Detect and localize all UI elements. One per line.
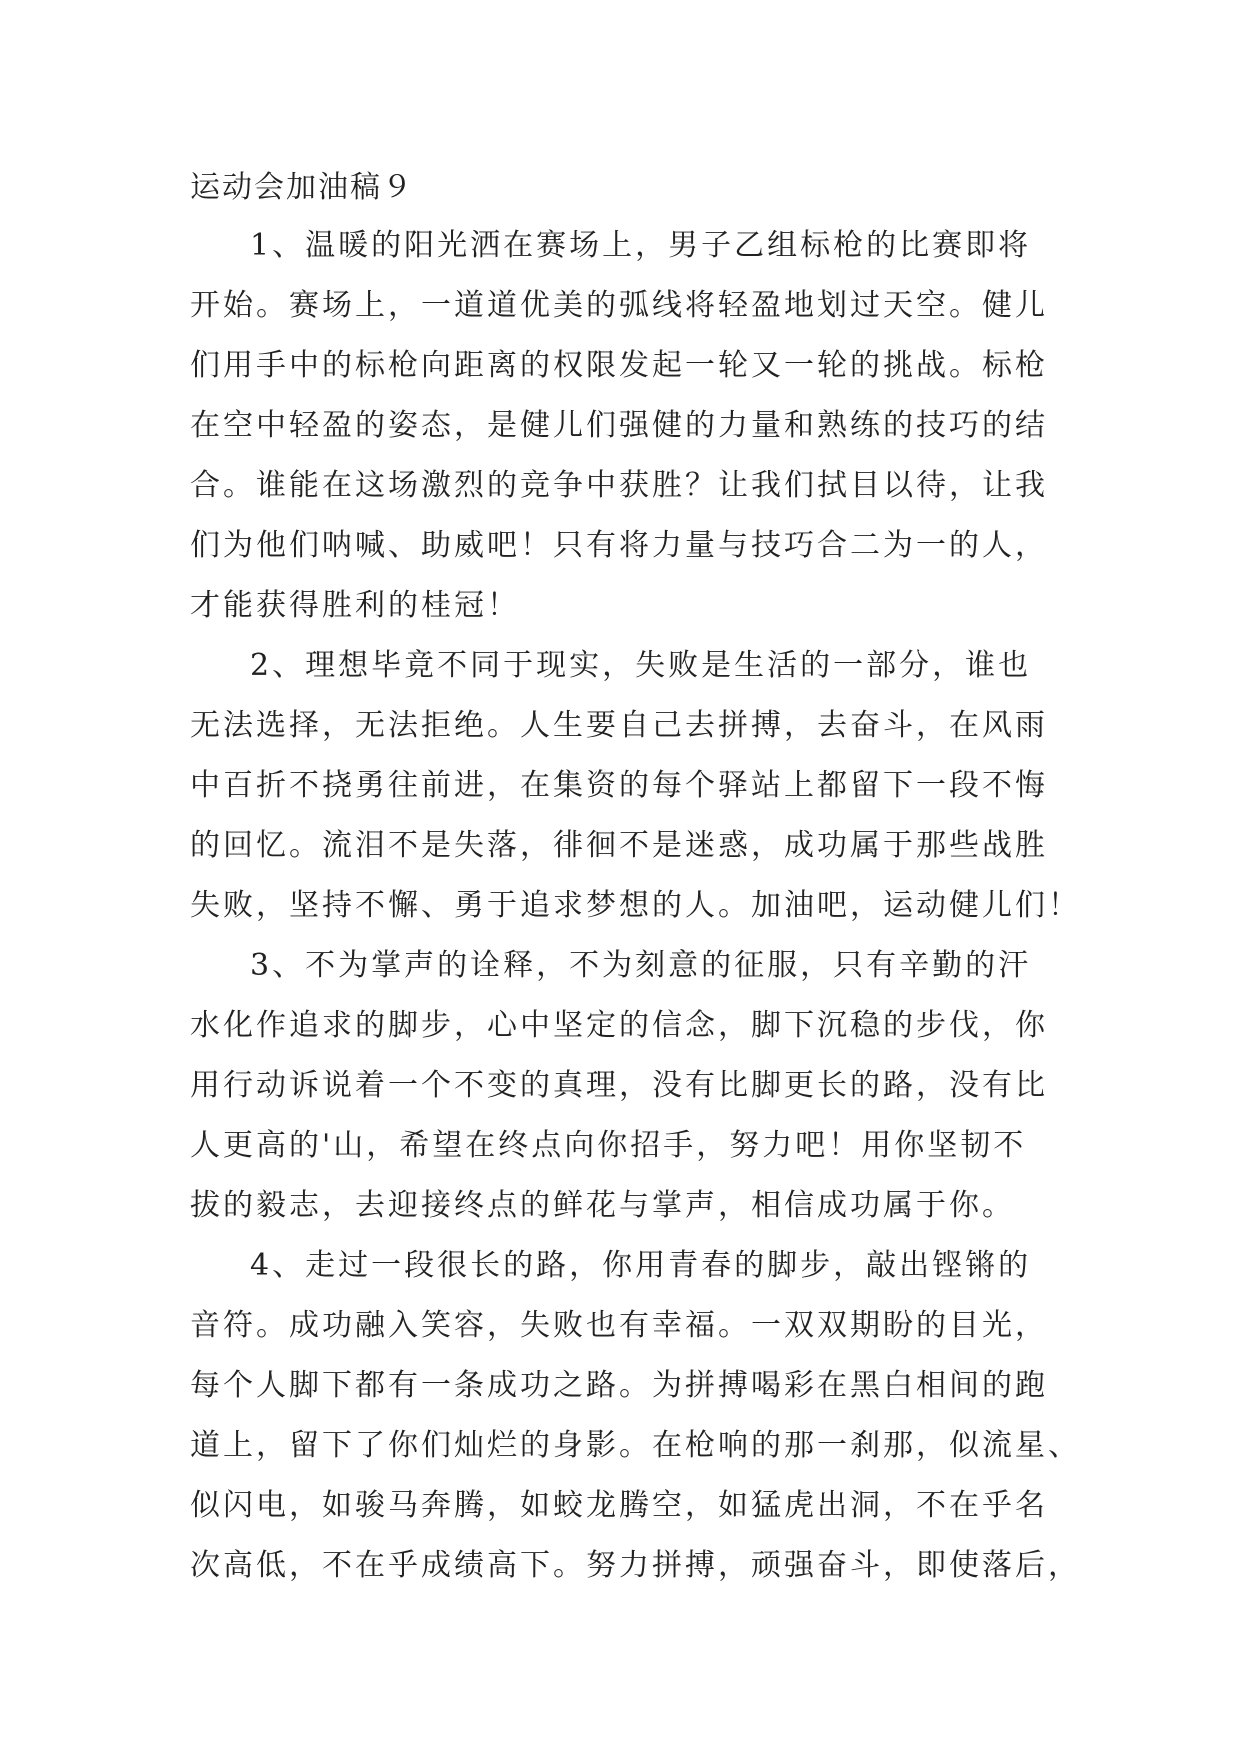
paragraph-3 [190,936,1060,1236]
paragraph-line: 4、走过一段很长的路，你用青春的脚步，敲出铿锵的 [250,1248,1032,1283]
paragraph-4 [190,1236,1081,1596]
paragraph-line: 1、温暖的阳光洒在赛场上，男子乙组标枪的比赛即将 [250,228,1032,263]
paragraph-line: 合。谁能在这场激烈的竞争中获胜？让我们拭目以待，让我 [190,468,1048,503]
paragraph-line: 次高低，不在乎成绩高下。努力拼搏，顽强奋斗，即使落后， [190,1548,1081,1583]
paragraph-line: 们用手中的标枪向距离的权限发起一轮又一轮的挑战。标枪 [190,348,1048,383]
paragraph-line: 的回忆。流泪不是失落，徘徊不是迷惑，成功属于那些战胜 [190,828,1048,863]
paragraph-line: 拔的毅志，去迎接终点的鲜花与掌声，相信成功属于你。 [190,1188,1015,1223]
paragraph-line: 用行动诉说着一个不变的真理，没有比脚更长的路，没有比 [190,1068,1048,1103]
paragraph-line: 音符。成功融入笑容，失败也有幸福。一双双期盼的目光， [190,1308,1048,1343]
paragraph-line: 开始。赛场上，一道道优美的弧线将轻盈地划过天空。健儿 [190,288,1048,323]
paragraph-line: 才能获得胜利的桂冠！ [190,588,520,623]
document-title: 运动会加油稿９ [190,170,414,205]
paragraph-line: 在空中轻盈的姿态，是健儿们强健的力量和熟练的技巧的结 [190,408,1048,443]
document-body [190,216,1081,1596]
paragraph-line: 失败，坚持不懈、勇于追求梦想的人。加油吧，运动健儿们！ [190,888,1081,923]
paragraph-line: 每个人脚下都有一条成功之路。为拼搏喝彩在黑白相间的跑 [190,1368,1048,1403]
paragraph-line: 似闪电，如骏马奔腾，如蛟龙腾空，如猛虎出洞，不在乎名 [190,1488,1048,1523]
paragraph-2 [190,636,1081,936]
paragraph-line: 水化作追求的脚步，心中坚定的信念，脚下沉稳的步伐，你 [190,1008,1048,1043]
paragraph-1 [190,216,1060,636]
paragraph-line: 2、理想毕竟不同于现实，失败是生活的一部分，谁也 [250,648,1032,683]
paragraph-line: 3、不为掌声的诠释，不为刻意的征服，只有辛勤的汗 [250,948,1032,983]
paragraph-line: 道上，留下了你们灿烂的身影。在枪响的那一刹那，似流星、 [190,1428,1081,1463]
paragraph-line: 们为他们呐喊、助威吧！只有将力量与技巧合二为一的人， [190,528,1048,563]
paragraph-line: 人更高的'山，希望在终点向你招手，努力吧！用你坚韧不 [190,1128,1027,1163]
paragraph-line: 无法选择，无法拒绝。人生要自己去拼搏，去奋斗，在风雨 [190,708,1048,743]
paragraph-line: 中百折不挠勇往前进，在集资的每个驿站上都留下一段不悔 [190,768,1048,803]
